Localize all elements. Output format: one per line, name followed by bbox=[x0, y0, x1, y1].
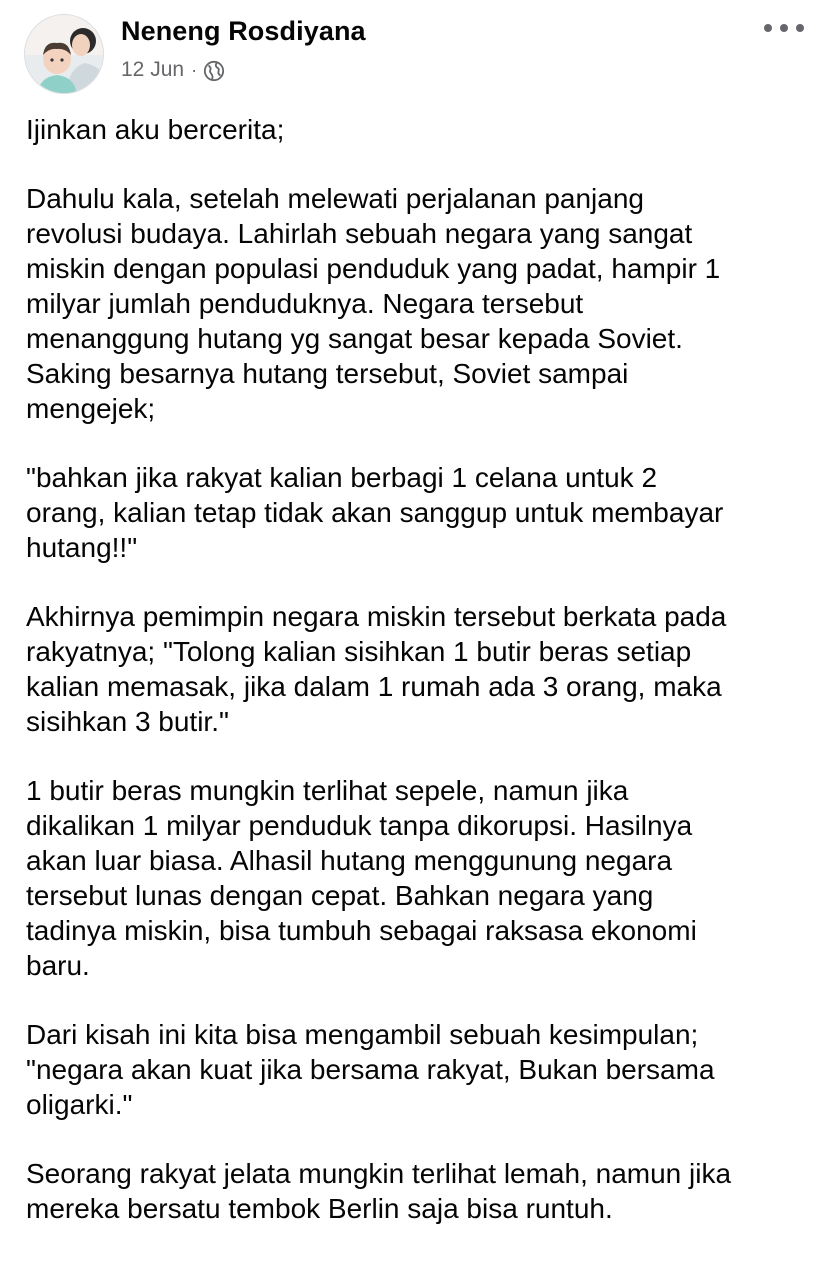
post-text-line: Seorang rakyat jelata mungkin terlihat lemah, namun jika bbox=[26, 1158, 732, 1189]
post-text-line: mereka bersatu tembok Berlin saja bisa runtuh. bbox=[26, 1193, 613, 1224]
post-text-line: milyar jumlah penduduknya. Negara tersebut bbox=[26, 288, 584, 319]
post-text-line: "negara akan kuat jika bersama rakyat, Bukan bersama bbox=[26, 1054, 715, 1085]
post-text-line: dikalikan 1 milyar penduduk tanpa dikorupsi. Hasilnya bbox=[26, 810, 693, 841]
post-text-line: "bahkan jika rakyat kalian berbagi 1 celana untuk 2 bbox=[26, 462, 658, 493]
post-text-line: sisihkan 3 butir." bbox=[26, 706, 229, 737]
post-text-line: Dari kisah ini kita bisa mengambil sebuah kesimpulan; bbox=[26, 1019, 699, 1050]
post-text-line: tersebut lunas dengan cepat. Bahkan negara yang bbox=[26, 880, 654, 911]
post-text-line: baru. bbox=[26, 950, 90, 981]
post-text-line: akan luar biasa. Alhasil hutang menggunung negara bbox=[26, 845, 673, 876]
meta-separator: · bbox=[191, 59, 198, 80]
post-paragraph bbox=[26, 1017, 816, 1122]
globe-icon[interactable] bbox=[203, 60, 225, 82]
post-date[interactable]: 12 Jun bbox=[121, 58, 185, 81]
post-text-line: tadinya miskin, bisa tumbuh sebagai raksasa ekonomi bbox=[26, 915, 697, 946]
post-text-line: Dahulu kala, setelah melewati perjalanan panjang bbox=[26, 183, 644, 214]
more-dot bbox=[780, 24, 788, 32]
post-text-line: orang, kalian tetap tidak akan sanggup untuk membayar bbox=[26, 497, 724, 528]
more-dot bbox=[764, 24, 772, 32]
post-text-line: 1 butir beras mungkin terlihat sepele, namun jika bbox=[26, 775, 629, 806]
post-paragraph bbox=[26, 460, 816, 565]
post-paragraph bbox=[26, 773, 816, 983]
more-dot bbox=[796, 24, 804, 32]
post-text-line: Ijinkan aku bercerita; bbox=[26, 114, 285, 145]
post-text-line: kalian memasak, jika dalam 1 rumah ada 3 orang, maka bbox=[26, 671, 722, 702]
post-text-line: revolusi budaya. Lahirlah sebuah negara yang sangat bbox=[26, 218, 693, 249]
post-paragraph bbox=[26, 1156, 816, 1226]
post-paragraph bbox=[26, 599, 816, 739]
post-text-line: miskin dengan populasi penduduk yang padat, hampir 1 bbox=[26, 253, 721, 284]
author-avatar[interactable] bbox=[24, 14, 104, 94]
post-text-line: rakyatnya; "Tolong kalian sisihkan 1 butir beras setiap bbox=[26, 636, 692, 667]
post-text-line: oligarki." bbox=[26, 1089, 133, 1120]
post-text-line: hutang!!" bbox=[26, 532, 138, 563]
post-text-line: mengejek; bbox=[26, 393, 156, 424]
post-text-line: Akhirnya pemimpin negara miskin tersebut berkata pada bbox=[26, 601, 727, 632]
post-text-line: menanggung hutang yg sangat besar kepada Soviet. bbox=[26, 323, 683, 354]
more-options-icon[interactable] bbox=[764, 18, 804, 38]
post-body bbox=[26, 112, 816, 1260]
post-text-line: Saking besarnya hutang tersebut, Soviet sampai bbox=[26, 358, 629, 389]
post-paragraph bbox=[26, 112, 816, 147]
post-meta bbox=[121, 58, 225, 82]
author-name[interactable]: Neneng Rosdiyana bbox=[121, 16, 366, 46]
post-paragraph bbox=[26, 181, 816, 426]
post-header bbox=[0, 0, 828, 96]
